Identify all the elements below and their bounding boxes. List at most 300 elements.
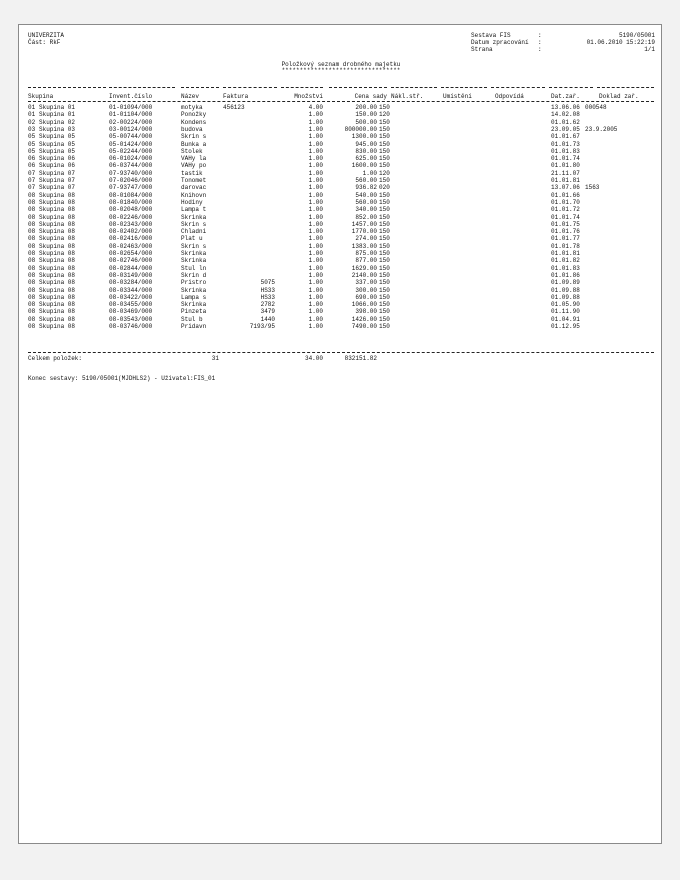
cell-price: 1629.00 xyxy=(351,264,377,272)
cell-name: Skrinka xyxy=(181,257,207,265)
cell-price: 877.00 xyxy=(355,257,377,265)
cell-code: 08 xyxy=(28,308,36,316)
col-rule xyxy=(441,87,487,88)
cell-price: 398.00 xyxy=(355,308,377,316)
cell-invent: 05-00744/000 xyxy=(109,133,153,141)
cell-price: 337.00 xyxy=(355,279,377,287)
cell-price: 875.00 xyxy=(355,250,377,257)
table-row xyxy=(19,294,663,301)
cell-qty: 1.00 xyxy=(308,242,323,250)
cell-date: 01.01.77 xyxy=(551,235,580,243)
total-qty: 34.00 xyxy=(304,355,323,362)
cell-qty: 1.00 xyxy=(308,323,323,330)
cell-price: 7490.00 xyxy=(351,323,377,330)
cell-qty: 1.00 xyxy=(308,228,323,236)
cell-doc: 000548 xyxy=(585,104,607,111)
header-rule xyxy=(28,101,654,102)
cell-name: Skrin d xyxy=(181,271,207,279)
table-row xyxy=(19,155,663,162)
cell-group: Skupina 01 xyxy=(39,104,76,111)
processing-date: 01.06.2010 15:22:19 xyxy=(586,39,655,46)
page-number: 1/1 xyxy=(644,46,655,53)
cell-price: 2140.00 xyxy=(351,271,377,279)
cell-price: 1457.00 xyxy=(351,220,377,228)
cell-group: Skupina 08 xyxy=(39,213,76,221)
cell-date: 01.01.86 xyxy=(551,271,580,279)
cell-date: 01.01.74 xyxy=(551,213,580,221)
cell-cost: 020 xyxy=(379,184,390,192)
cell-code: 08 xyxy=(28,323,36,330)
cell-price: 1383.00 xyxy=(351,242,377,250)
cell-name: Skrinka xyxy=(181,286,207,294)
total-price: 832151.82 xyxy=(344,355,377,362)
cell-price: 1.00 xyxy=(362,169,377,177)
cell-invoice: HS33 xyxy=(260,293,275,301)
cell-qty: 1.00 xyxy=(308,315,323,323)
table-row xyxy=(19,228,663,235)
cell-name: Plat u xyxy=(181,235,203,243)
cell-group: Skupina 08 xyxy=(39,308,76,316)
table-row xyxy=(19,199,663,206)
cell-group: Skupina 08 xyxy=(39,279,76,287)
cell-code: 07 xyxy=(28,184,36,192)
table-row xyxy=(19,323,663,330)
table-row xyxy=(19,170,663,177)
cell-price: 200.00 xyxy=(355,104,377,111)
cell-cost: 150 xyxy=(379,198,390,206)
cell-code: 08 xyxy=(28,242,36,250)
col-rule xyxy=(597,87,654,88)
cell-price: 830.00 xyxy=(355,147,377,155)
cell-qty: 1.00 xyxy=(308,198,323,206)
cell-invent: 08-02048/000 xyxy=(109,206,153,214)
table-row xyxy=(19,257,663,264)
cell-invent: 08-02746/000 xyxy=(109,257,153,265)
report-title: Položkový seznam drobného majetku xyxy=(281,61,401,68)
cell-date: 01.01.75 xyxy=(551,220,580,228)
cell-cost: 150 xyxy=(379,140,390,148)
cell-date: 01.01.78 xyxy=(551,242,580,250)
cell-cost: 150 xyxy=(379,271,390,279)
cell-cost: 150 xyxy=(379,155,390,163)
cell-qty: 1.00 xyxy=(308,177,323,184)
cell-code: 08 xyxy=(28,213,36,221)
table-row xyxy=(19,192,663,199)
col-rule xyxy=(28,87,106,88)
table-row xyxy=(19,308,663,315)
cell-date: 01.12.95 xyxy=(551,323,580,330)
cell-price: 690.00 xyxy=(355,293,377,301)
cell-name: Hodiny xyxy=(181,198,203,206)
cell-date: 01.01.62 xyxy=(551,118,580,126)
title-underline: ********************************* xyxy=(281,67,401,74)
cell-name: Pridavn xyxy=(181,323,207,330)
cell-date: 01.01.83 xyxy=(551,264,580,272)
table-row xyxy=(19,104,663,111)
cell-code: 08 xyxy=(28,250,36,257)
cell-cost: 150 xyxy=(379,250,390,257)
cell-qty: 1.00 xyxy=(308,133,323,141)
cell-doc: 23.9.2005 xyxy=(585,125,618,133)
cell-name: Skrin s xyxy=(181,133,207,141)
cell-group: Skupina 05 xyxy=(39,140,76,148)
table-row xyxy=(19,316,663,323)
cell-name: VAHy po xyxy=(181,162,207,170)
cell-invoice: 3479 xyxy=(260,308,275,316)
total-label: Celkem položek: xyxy=(28,355,83,362)
cell-cost: 120 xyxy=(379,169,390,177)
cell-date: 23.09.05 xyxy=(551,125,580,133)
cell-invoice: HS33 xyxy=(260,286,275,294)
cell-cost: 150 xyxy=(379,279,390,287)
org-name: UNIVERZITA xyxy=(28,32,65,39)
cell-cost: 150 xyxy=(379,257,390,265)
cell-invent: 08-02402/000 xyxy=(109,228,153,236)
col-header-qty: Množství xyxy=(294,93,323,100)
cell-invent: 02-00224/000 xyxy=(109,118,153,126)
cell-qty: 1.00 xyxy=(308,220,323,228)
cell-date: 01.01.76 xyxy=(551,228,580,236)
cell-group: Skupina 05 xyxy=(39,147,76,155)
cell-invent: 05-02244/000 xyxy=(109,147,153,155)
table-row xyxy=(19,148,663,155)
table-row xyxy=(19,301,663,308)
cell-qty: 1.00 xyxy=(308,250,323,257)
col-header-invent: Invent.číslo xyxy=(109,93,153,100)
cell-cost: 150 xyxy=(379,104,390,111)
col-rule xyxy=(391,87,437,88)
cell-price: 1426.00 xyxy=(351,315,377,323)
cell-price: 1066.00 xyxy=(351,301,377,309)
cell-date: 01.04.91 xyxy=(551,315,580,323)
cell-price: 800000.00 xyxy=(344,125,377,133)
cell-code: 01 xyxy=(28,104,36,111)
cell-doc: 1563 xyxy=(585,184,600,192)
col-rule xyxy=(491,87,545,88)
cell-cost: 150 xyxy=(379,118,390,126)
col-header-group: Skupina xyxy=(28,93,54,100)
cell-group: Skupina 05 xyxy=(39,133,76,141)
total-count: 31 xyxy=(211,355,219,362)
cell-qty: 1.00 xyxy=(308,191,323,199)
cell-qty: 1.00 xyxy=(308,308,323,316)
cell-invent: 01-01094/000 xyxy=(109,104,153,111)
cell-price: 540.00 xyxy=(355,191,377,199)
cell-qty: 1.00 xyxy=(308,111,323,119)
cell-code: 02 xyxy=(28,118,36,126)
cell-code: 08 xyxy=(28,293,36,301)
table-row xyxy=(19,250,663,257)
cell-price: 945.00 xyxy=(355,140,377,148)
cell-name: Pinzeta xyxy=(181,308,207,316)
total-rule xyxy=(28,352,654,353)
cell-qty: 1.00 xyxy=(308,125,323,133)
cell-name: Chladni xyxy=(181,228,207,236)
cell-price: 1300.00 xyxy=(351,133,377,141)
cell-cost: 150 xyxy=(379,177,390,184)
cell-qty: 1.00 xyxy=(308,213,323,221)
cell-cost: 150 xyxy=(379,191,390,199)
cell-invent: 08-03469/000 xyxy=(109,308,153,316)
col-header-location: Umístění xyxy=(443,93,472,100)
cell-date: 13.07.06 xyxy=(551,184,580,192)
cell-name: Skrinka xyxy=(181,213,207,221)
cell-date: 01.01.81 xyxy=(551,177,580,184)
cell-group: Skupina 08 xyxy=(39,198,76,206)
date-sep: : xyxy=(538,39,542,46)
cell-date: 01.01.73 xyxy=(551,140,580,148)
cell-group: Skupina 08 xyxy=(39,257,76,265)
cell-code: 07 xyxy=(28,177,36,184)
col-rule xyxy=(109,87,175,88)
cell-group: Skupina 03 xyxy=(39,125,76,133)
cell-invent: 08-02844/000 xyxy=(109,264,153,272)
cell-cost: 150 xyxy=(379,301,390,309)
cell-group: Skupina 06 xyxy=(39,162,76,170)
col-rule xyxy=(549,87,593,88)
cell-code: 08 xyxy=(28,220,36,228)
cell-invent: 01-01104/000 xyxy=(109,111,153,119)
cell-qty: 1.00 xyxy=(308,184,323,192)
table-row xyxy=(19,126,663,133)
table-row xyxy=(19,111,663,118)
table-row xyxy=(19,206,663,213)
cell-code: 08 xyxy=(28,257,36,265)
table-row xyxy=(19,141,663,148)
cell-group: Skupina 08 xyxy=(39,242,76,250)
cell-qty: 1.00 xyxy=(308,301,323,309)
report-sep: : xyxy=(538,32,542,39)
cell-name: Pristro xyxy=(181,279,207,287)
cell-cost: 150 xyxy=(379,242,390,250)
cell-invoice: 7193/95 xyxy=(249,323,275,330)
cell-code: 08 xyxy=(28,235,36,243)
cell-group: Skupina 07 xyxy=(39,169,76,177)
col-header-responsible: Odpovídá xyxy=(495,93,524,100)
table-row xyxy=(19,235,663,242)
cell-name: motyka xyxy=(181,104,203,111)
cell-group: Skupina 08 xyxy=(39,220,76,228)
col-header-name: Název xyxy=(181,93,200,100)
cell-qty: 1.00 xyxy=(308,155,323,163)
cell-code: 08 xyxy=(28,279,36,287)
cell-price: 1770.00 xyxy=(351,228,377,236)
table-row xyxy=(19,272,663,279)
cell-invent: 08-02654/000 xyxy=(109,250,153,257)
cell-price: 150.00 xyxy=(355,111,377,119)
cell-group: Skupina 08 xyxy=(39,228,76,236)
cell-code: 08 xyxy=(28,206,36,214)
cell-invent: 08-03422/000 xyxy=(109,293,153,301)
cell-date: 01.01.74 xyxy=(551,155,580,163)
table-row xyxy=(19,221,663,228)
cell-code: 08 xyxy=(28,301,36,309)
cell-cost: 150 xyxy=(379,323,390,330)
cell-code: 05 xyxy=(28,133,36,141)
page-sep: : xyxy=(538,46,542,53)
cell-qty: 1.00 xyxy=(308,257,323,265)
cell-invoice: 2782 xyxy=(260,301,275,309)
cell-invent: 07-93747/000 xyxy=(109,184,153,192)
cell-code: 06 xyxy=(28,155,36,163)
col-rule xyxy=(281,87,323,88)
col-header-cost-center: Nákl.stř. xyxy=(391,93,424,100)
cell-date: 01.01.70 xyxy=(551,198,580,206)
cell-date: 01.09.88 xyxy=(551,293,580,301)
cell-name: budova xyxy=(181,125,203,133)
cell-group: Skupina 01 xyxy=(39,111,76,119)
cell-invent: 05-01424/000 xyxy=(109,140,153,148)
cell-name: Skrin s xyxy=(181,242,207,250)
cell-invent: 08-03455/000 xyxy=(109,301,153,309)
cell-group: Skupina 08 xyxy=(39,235,76,243)
cell-invent: 08-03543/000 xyxy=(109,315,153,323)
cell-invent: 07-02046/000 xyxy=(109,177,153,184)
cell-qty: 1.00 xyxy=(308,162,323,170)
cell-date: 01.09.88 xyxy=(551,286,580,294)
cell-qty: 1.00 xyxy=(308,264,323,272)
cell-price: 560.00 xyxy=(355,198,377,206)
cell-name: tastik xyxy=(181,169,203,177)
col-header-date: Dat.zař. xyxy=(551,93,580,100)
cell-invent: 08-03284/000 xyxy=(109,279,153,287)
report-page xyxy=(18,24,662,844)
cell-date: 01.01.72 xyxy=(551,206,580,214)
cell-cost: 150 xyxy=(379,213,390,221)
cell-price: 1600.00 xyxy=(351,162,377,170)
cell-qty: 1.00 xyxy=(308,140,323,148)
col-header-doc: Doklad zař. xyxy=(599,93,639,100)
cell-date: 13.06.06 xyxy=(551,104,580,111)
cell-group: Skupina 08 xyxy=(39,315,76,323)
cell-qty: 1.00 xyxy=(308,279,323,287)
cell-qty: 1.00 xyxy=(308,271,323,279)
cell-code: 05 xyxy=(28,147,36,155)
cell-date: 01.01.83 xyxy=(551,147,580,155)
cell-price: 560.00 xyxy=(355,177,377,184)
cell-price: 300.00 xyxy=(355,286,377,294)
cell-group: Skupina 08 xyxy=(39,323,76,330)
cell-code: 08 xyxy=(28,271,36,279)
report-id: 5190/05001 xyxy=(618,32,655,39)
cell-name: Skrinka xyxy=(181,250,207,257)
cell-date: 01.05.90 xyxy=(551,301,580,309)
col-header-invoice: Faktura xyxy=(223,93,249,100)
cell-price: 340.00 xyxy=(355,206,377,214)
cell-name: Lampa s xyxy=(181,293,207,301)
cell-group: Skupina 06 xyxy=(39,155,76,163)
cell-invoice: 1440 xyxy=(260,315,275,323)
cell-price: 274.00 xyxy=(355,235,377,243)
cell-date: 14.02.08 xyxy=(551,111,580,119)
cell-group: Skupina 07 xyxy=(39,184,76,192)
cell-name: Stolek xyxy=(181,147,203,155)
cell-invoice: 5075 xyxy=(260,279,275,287)
cell-price: 625.00 xyxy=(355,155,377,163)
cell-name: Lampa t xyxy=(181,206,207,214)
cell-code: 07 xyxy=(28,169,36,177)
cell-date: 01.01.67 xyxy=(551,133,580,141)
report-label: Sestava FIS xyxy=(471,32,511,39)
cell-name: Stul ln xyxy=(181,264,207,272)
page-label: Strana xyxy=(471,46,493,53)
cell-group: Skupina 08 xyxy=(39,271,76,279)
table-row xyxy=(19,133,663,140)
cell-invent: 08-03344/000 xyxy=(109,286,153,294)
cell-invent: 08-02463/000 xyxy=(109,242,153,250)
cell-invoice: 456123 xyxy=(223,104,245,111)
table-row xyxy=(19,279,663,286)
cell-cost: 150 xyxy=(379,228,390,236)
cell-date: 01.11.90 xyxy=(551,308,580,316)
cell-date: 01.01.82 xyxy=(551,257,580,265)
cell-invent: 03-00124/000 xyxy=(109,125,153,133)
cell-qty: 1.00 xyxy=(308,147,323,155)
cell-price: 500.00 xyxy=(355,118,377,126)
cell-name: Skrin s xyxy=(181,220,207,228)
cell-code: 03 xyxy=(28,125,36,133)
cell-cost: 150 xyxy=(379,308,390,316)
cell-code: 08 xyxy=(28,198,36,206)
col-rule xyxy=(329,87,387,88)
cell-qty: 1.00 xyxy=(308,206,323,214)
cell-code: 08 xyxy=(28,315,36,323)
cell-invent: 06-01024/000 xyxy=(109,155,153,163)
cell-qty: 1.00 xyxy=(308,293,323,301)
table-row xyxy=(19,119,663,126)
cell-code: 08 xyxy=(28,228,36,236)
cell-group: Skupina 08 xyxy=(39,301,76,309)
cell-name: Knihovn xyxy=(181,191,207,199)
report-footer: Konec sestavy: 5190/05001(MJDHLS2) - Uživatel:FIS_01 xyxy=(28,375,216,382)
org-part: Část: RkF xyxy=(28,39,61,46)
cell-qty: 4.00 xyxy=(308,104,323,111)
cell-date: 01.01.66 xyxy=(551,191,580,199)
cell-invent: 07-93740/000 xyxy=(109,169,153,177)
cell-group: Skupina 07 xyxy=(39,177,76,184)
col-header-price: Cena sady xyxy=(354,93,387,100)
cell-invent: 08-02416/000 xyxy=(109,235,153,243)
cell-name: Tonomet xyxy=(181,177,207,184)
cell-code: 05 xyxy=(28,140,36,148)
cell-name: Stul b xyxy=(181,315,203,323)
cell-cost: 150 xyxy=(379,125,390,133)
cell-code: 08 xyxy=(28,264,36,272)
table-row xyxy=(19,184,663,191)
cell-cost: 150 xyxy=(379,293,390,301)
col-rule xyxy=(223,87,277,88)
cell-invent: 08-01084/000 xyxy=(109,191,153,199)
table-row xyxy=(19,287,663,294)
table-row xyxy=(19,177,663,184)
cell-group: Skupina 08 xyxy=(39,191,76,199)
col-rule xyxy=(181,87,219,88)
cell-invent: 08-01840/000 xyxy=(109,198,153,206)
table-row xyxy=(19,265,663,272)
cell-name: Ponožky xyxy=(181,111,207,119)
cell-cost: 150 xyxy=(379,286,390,294)
cell-date: 01.01.81 xyxy=(551,250,580,257)
cell-invent: 08-03746/000 xyxy=(109,323,153,330)
cell-cost: 150 xyxy=(379,315,390,323)
cell-group: Skupina 08 xyxy=(39,264,76,272)
cell-price: 852.00 xyxy=(355,213,377,221)
cell-qty: 1.00 xyxy=(308,169,323,177)
cell-name: VAHy la xyxy=(181,155,207,163)
cell-price: 936.82 xyxy=(355,184,377,192)
cell-group: Skupina 08 xyxy=(39,250,76,257)
cell-cost: 120 xyxy=(379,111,390,119)
